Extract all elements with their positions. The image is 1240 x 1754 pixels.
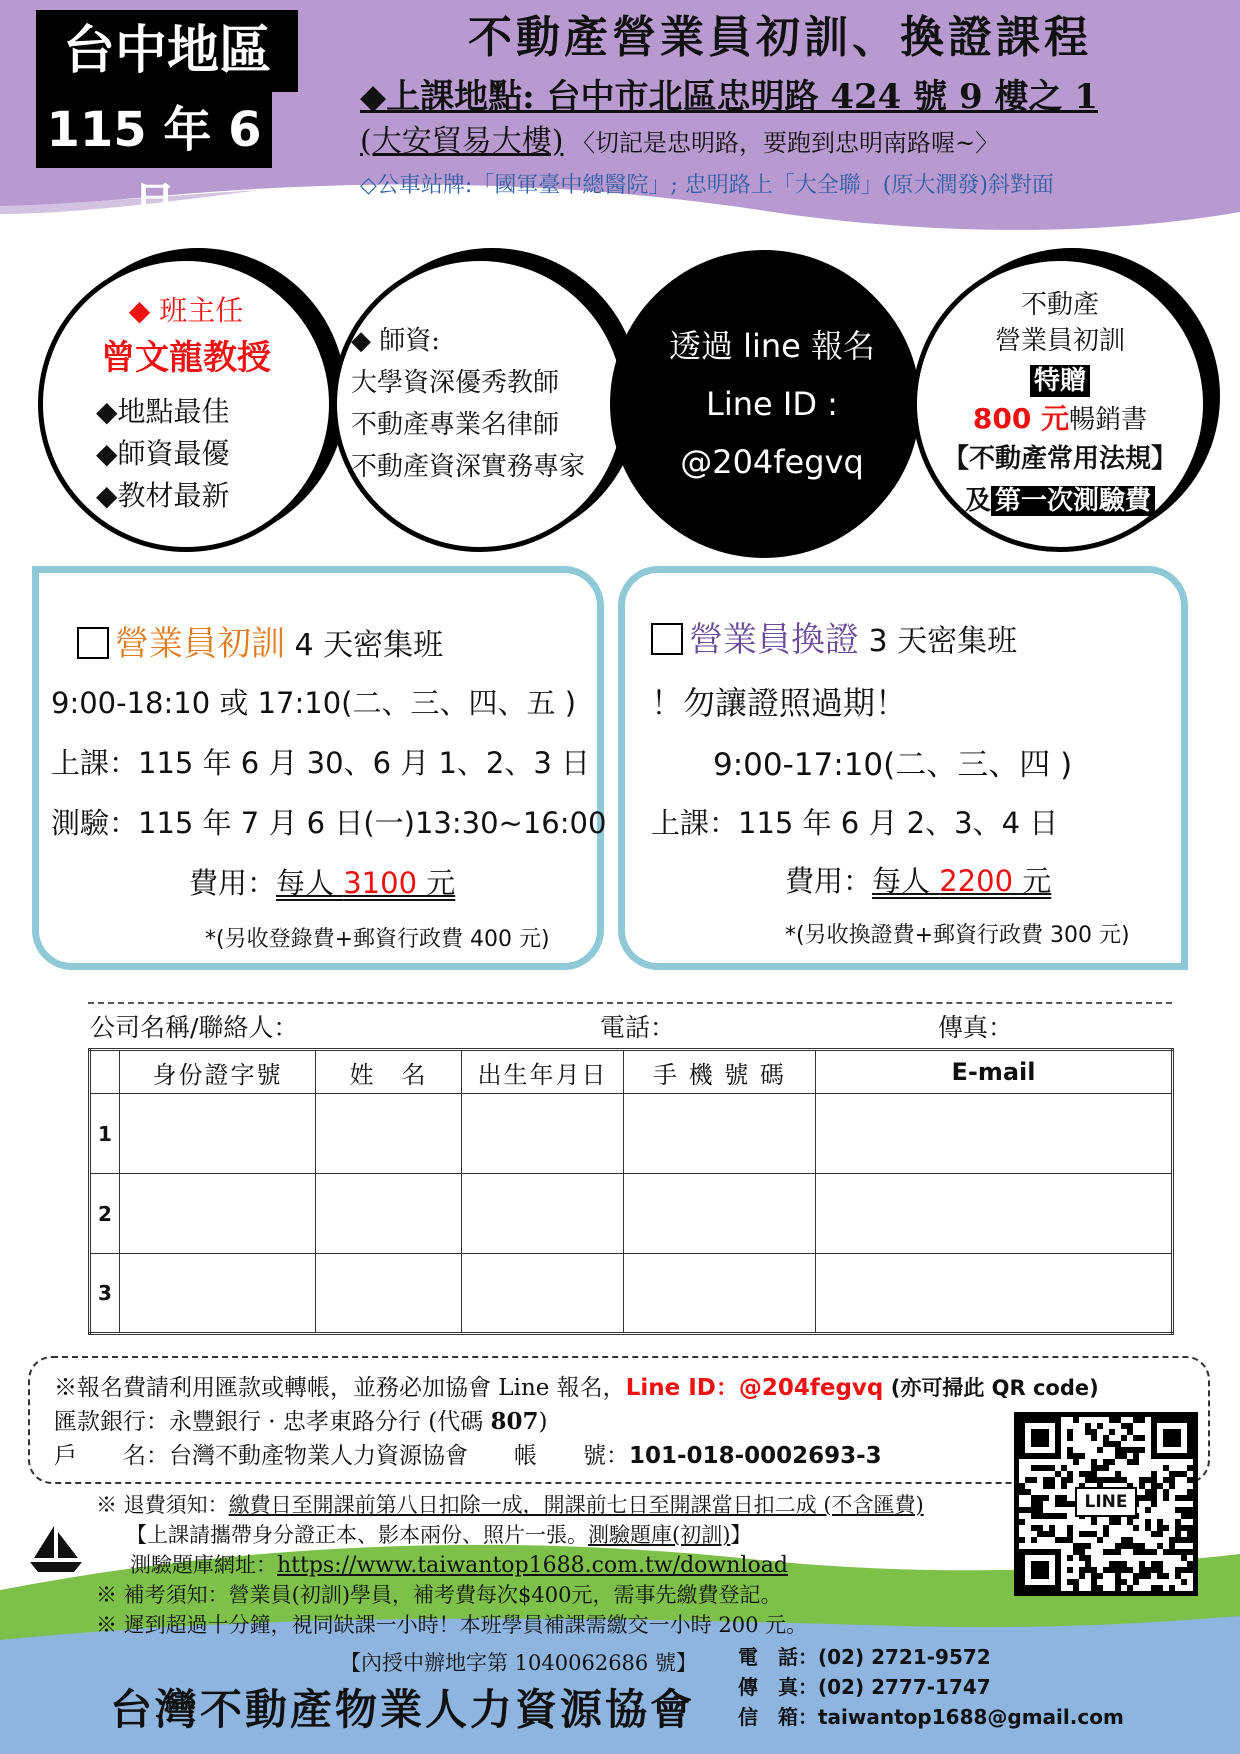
question-bank-link[interactable]: 測驗題庫(初訓) (588, 1523, 731, 1547)
gift-circle (912, 256, 1208, 552)
name-cell[interactable] (316, 1174, 462, 1254)
email-cell[interactable] (816, 1174, 1173, 1254)
bring-tail: 】 (730, 1523, 752, 1547)
course-initial-title (77, 619, 443, 671)
payment-line-3 (54, 1438, 882, 1474)
question-bank-label: 測驗題庫網址： (130, 1553, 277, 1577)
table-header-cell: 出生年月日 (462, 1050, 624, 1094)
course-initial-checkbox[interactable] (77, 627, 109, 659)
birth-cell[interactable] (462, 1174, 624, 1254)
teachers-heading: ◆ 師資: (351, 326, 441, 356)
course-initial-dates: 上課：115 年 6 月 30、6 月 1、2、3 日 (51, 746, 591, 780)
question-bank-url-line (130, 1550, 788, 1581)
bring-notice (126, 1520, 751, 1550)
feature-item: ◆教材最新 (96, 479, 230, 512)
refund-text: 繳費日至開課前第八日扣除一成，開課前七日至開課當日扣二成 (不含匯費) (228, 1493, 924, 1517)
payment-line-2 (54, 1404, 548, 1440)
name-cell[interactable] (316, 1094, 462, 1174)
makeup-notice: ※ 補考須知：營業員(初訓)學員，補考費每次$400元，需事先繳費登記。 (96, 1583, 782, 1607)
course-initial-note: *(另收登錄費+郵資行政費 400 元) (205, 927, 550, 952)
registration-table (88, 1048, 1174, 1335)
location-building-line (360, 122, 1220, 163)
email-cell[interactable] (816, 1254, 1173, 1334)
table-row (90, 1094, 1173, 1174)
course-renewal-fee (785, 859, 1051, 903)
row-number: 3 (90, 1254, 120, 1334)
company-label: 公司名稱/聯絡人： (90, 1013, 299, 1042)
course-initial-box (32, 566, 607, 970)
page-title: 不動產營業員初訓、換證課程 (468, 12, 1092, 63)
id-cell[interactable] (120, 1254, 316, 1334)
refund-label: ※ 退費須知： (96, 1493, 229, 1517)
table-header-cell: 身份證字號 (120, 1050, 316, 1094)
late-notice: ※ 遲到超過十分鐘，視同缺課一小時！本班學員補課需繳交一小時 200 元。 (96, 1613, 808, 1637)
course-renewal-time: 9:00-17:10(二、三、四 ) (713, 747, 1073, 783)
birth-cell[interactable] (462, 1094, 624, 1174)
gift-and: 及 (964, 485, 991, 516)
fee-value (276, 866, 455, 900)
id-cell[interactable] (120, 1174, 316, 1254)
name-cell[interactable] (316, 1254, 462, 1334)
line-qr-code[interactable] (1014, 1412, 1198, 1596)
course-initial-exam: 測驗：115 年 7 月 6 日(一)13:30~16:00 (51, 806, 607, 840)
location-building: (大安貿易大樓) (360, 124, 564, 159)
contact-fax: 傳 真：(02) 2777-1747 (738, 1675, 991, 1699)
bank-code: 807 (490, 1408, 539, 1435)
fee-value (872, 864, 1051, 898)
birth-cell[interactable] (462, 1254, 624, 1334)
qr-line-label: LINE (1075, 1487, 1137, 1517)
location-note: 〈切記是忠明路，要跑到忠明南路喔~〉 (571, 129, 1000, 157)
course-renewal-dates: 上課：115 年 6 月 2、3、4 日 (651, 806, 1059, 840)
course-initial-time: 9:00-18:10 或 17:10(二、三、四、五 ) (51, 686, 577, 720)
gift-line: 不動產 (1020, 289, 1099, 320)
teacher-item: 不動產資深實務專家 (351, 452, 586, 482)
table-header-cell: E-mail (816, 1050, 1173, 1094)
location-address: ◆上課地點: 台中市北區忠明路 424 號 9 樓之 1 (360, 77, 1099, 117)
table-header-row (90, 1050, 1173, 1094)
month-label: 115 年 6 月 (36, 92, 272, 168)
table-header-cell (90, 1050, 120, 1094)
mobile-cell[interactable] (624, 1254, 816, 1334)
payment-text: ※報名費請利用匯款或轉帳，並務必加協會 Line 報名， (54, 1375, 626, 1401)
course-initial-fee (189, 861, 455, 905)
payment-line-id[interactable]: Line ID：@204fegvq (625, 1375, 884, 1401)
director-circle (38, 256, 334, 552)
row-number: 1 (90, 1094, 120, 1174)
table-row (90, 1174, 1173, 1254)
fee-prefix: 每人 (276, 866, 344, 900)
course-renewal-name: 營業員換證 (689, 620, 859, 660)
bus-stop-info: ◇公車站牌:「國軍臺中總醫院」; 忠明路上「大全聯」(原大潤發)斜對面 (360, 173, 1054, 198)
teacher-item: 大學資深優秀教師 (351, 368, 560, 398)
course-renewal-checkbox[interactable] (651, 623, 683, 655)
line-id-label: Line ID : (706, 385, 838, 423)
gift-law-book: 【不動產常用法規】 (942, 443, 1177, 474)
fee-amount: 2200 (939, 864, 1014, 898)
contact-email[interactable]: 信 箱：taiwantop1688@gmail.com (738, 1705, 1124, 1729)
director-name: 曾文龍教授 (101, 338, 271, 378)
teachers-circle (332, 256, 628, 552)
payment-line-1 (54, 1370, 1099, 1406)
director-heading: ◆ 班主任 (128, 294, 244, 327)
payment-qr-hint: (亦可掃此 QR code) (883, 1376, 1099, 1400)
contact-phone: 電 話：(02) 2721-9572 (738, 1645, 991, 1669)
account-number: 101-018-0002693-3 (629, 1443, 882, 1469)
gift-book: 暢銷書 (1069, 404, 1148, 435)
line-id-value[interactable]: @204fegvq (680, 443, 864, 481)
gift-badge: 特贈 (1030, 365, 1090, 397)
course-renewal-warning: ！勿讓證照過期！ (651, 684, 908, 722)
course-renewal-suffix: 3 天密集班 (859, 624, 1018, 659)
bank-info: 匯款銀行：永豐銀行 · 忠孝東路分行 (代碼 (54, 1409, 491, 1435)
permit-number: 【內授中辦地字第 1040062686 號】 (340, 1651, 697, 1675)
organization-name: 台灣不動產物業人力資源協會 (110, 1685, 696, 1734)
question-bank-url[interactable]: https://www.taiwantop1688.com.tw/download (277, 1553, 788, 1578)
refund-notice (96, 1490, 924, 1520)
course-renewal-note: *(另收換證費+郵資行政費 300 元) (785, 923, 1130, 948)
id-cell[interactable] (120, 1094, 316, 1174)
bring-text: 【上課請攜帶身分證正本、影本兩份、照片一張。 (126, 1523, 588, 1547)
fee-prefix: 每人 (872, 864, 940, 898)
region-label: 台中地區 (36, 10, 298, 92)
feature-item: ◆地點最佳 (96, 395, 230, 428)
fax-label: 傳真： (938, 1013, 1014, 1042)
fee-suffix: 元 (417, 866, 456, 900)
gift-line: 營業員初訓 (994, 325, 1125, 356)
course-initial-suffix: 4 天密集班 (285, 628, 444, 663)
mobile-cell[interactable] (624, 1174, 816, 1254)
table-header-cell: 姓 名 (316, 1050, 462, 1094)
form-divider (88, 1002, 1172, 1004)
email-cell[interactable] (816, 1094, 1173, 1174)
course-renewal-box (618, 566, 1188, 970)
account-label: 戶 名：台灣不動產物業人力資源協會 帳 號： (54, 1443, 629, 1469)
gift-price: 800 元 (972, 401, 1070, 435)
feature-item: ◆師資最優 (96, 437, 230, 470)
line-signup-text: 透過 line 報名 (668, 327, 876, 365)
fee-suffix: 元 (1013, 864, 1052, 898)
phone-label: 電話： (600, 1013, 676, 1042)
table-header-cell: 手 機 號 碼 (624, 1050, 816, 1094)
course-initial-name: 營業員初訓 (115, 624, 285, 664)
course-renewal-title (651, 615, 1017, 667)
teacher-item: 不動產專業名律師 (351, 410, 560, 440)
sailboat-icon (26, 1522, 86, 1576)
fee-amount: 3100 (343, 866, 418, 900)
gift-exam-fee: 第一次測驗費 (991, 486, 1155, 516)
row-number: 2 (90, 1174, 120, 1254)
fee-label: 費用： (189, 866, 277, 900)
bank-info-tail: ) (538, 1409, 548, 1435)
table-row (90, 1254, 1173, 1334)
fee-label: 費用： (785, 864, 873, 898)
mobile-cell[interactable] (624, 1094, 816, 1174)
line-signup-circle (624, 256, 920, 552)
